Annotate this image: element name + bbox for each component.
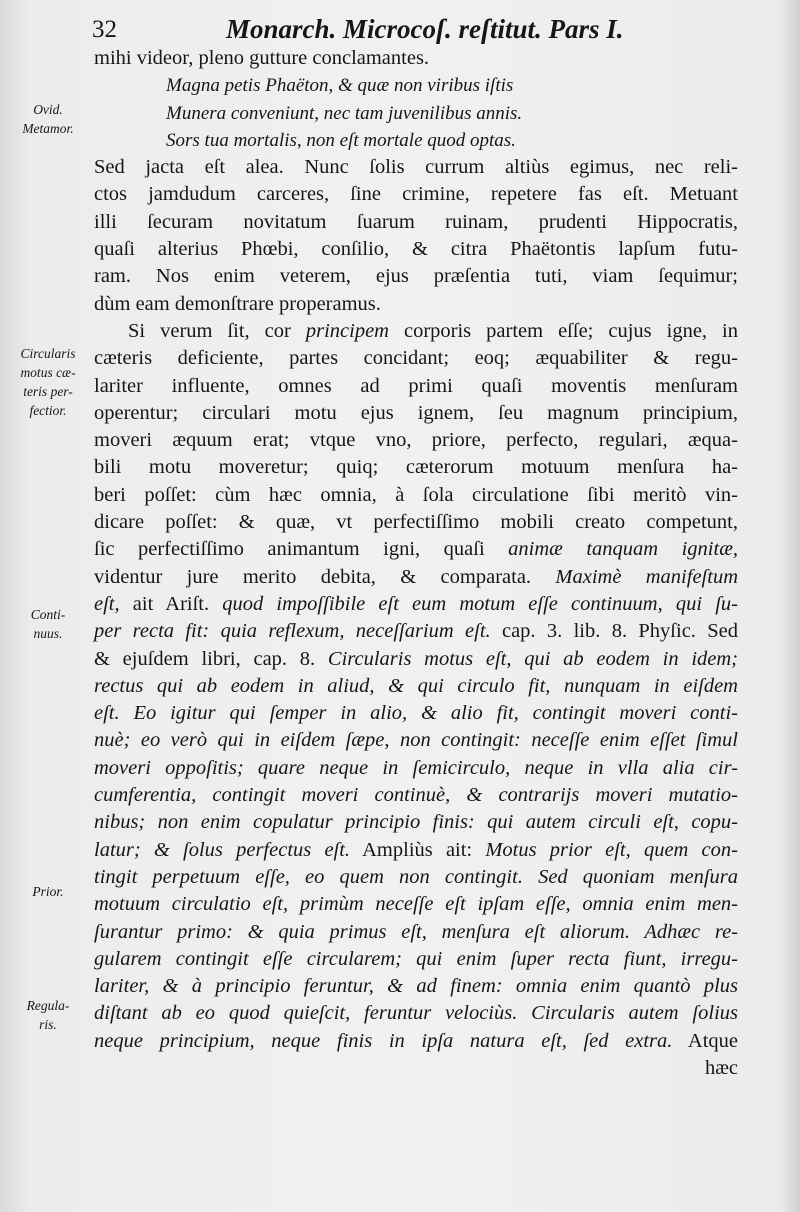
text-line: per recta fit: quia reflexum, neceſſarium eſt. cap. 3. lib. 8. Phyſic. Sed (94, 620, 738, 643)
margin-note-ovid: Ovid. Metamor. (22, 102, 74, 136)
text-line: motuum circulatio eſt, primùm neceſſe eſt ipſam eſſe, omnia enim men- (94, 893, 738, 916)
text-line: nibus; non enim copulatur principio finis: qui autem circuli eſt, copu- (94, 811, 738, 834)
text-line: lariter influente, omnes ad primi quaſi moventis menſuram (94, 374, 738, 397)
margin-note-circularis: Circularis motus cæ- teris per- fectior. (20, 346, 76, 418)
text-line: & ejuſdem libri, cap. 8. Circularis motus eſt, qui ab eodem in idem; (94, 647, 738, 670)
text-line: eſt, ait Ariſt. quod impoſſibile eſt eum motum eſſe continuum, qui ſu- (94, 592, 738, 615)
text-line: quaſi alterius Phœbi, conſilio, & citra Phaëtontis lapſum futu- (94, 238, 738, 261)
text-line: ſic perfectiſſimo animantum igni, quaſi animæ tanquam ignitæ, (94, 538, 738, 561)
verse-line: Munera conveniunt, nec tam juvenilibus annis. (166, 102, 523, 124)
text-line: operentur; circulari motu ejus ignem, ſeu magnum principium, (94, 401, 738, 424)
margin-note-prior: Prior. (32, 884, 64, 899)
verse-line: Magna petis Phaëton, & quæ non viribus iſtis (166, 75, 514, 97)
catchword: hæc (704, 1056, 738, 1079)
margin-note-regularis: Regula- ris. (26, 998, 70, 1032)
body-text (94, 45, 738, 1082)
text-line: illi ſecuram novitatum ſuarum ruinam, prudenti Hippocratis, (94, 210, 738, 233)
text-line: ctos jamdudum carceres, ſine crimine, repetere fas eſt. Metuant (94, 183, 738, 206)
text-line: dicare poſſet: & quæ, vt perfectiſſimo mobili creato competunt, (94, 511, 738, 534)
text-line: Si verum ſit, cor principem corporis partem eſſe; cujus igne, in (128, 319, 738, 342)
text-line: tingit perpetuum eſſe, eo quem non contingit. Sed quoniam menſura (94, 865, 738, 888)
text-line: eſt. Eo igitur qui ſemper in alio, & alio fit, contingit moveri conti- (94, 702, 738, 725)
verse-line: Sors tua mortalis, non eſt mortale quod optas. (166, 129, 516, 151)
text-line: cumferentia, contingit moveri continuè, & contrarijs moveri mutatio- (94, 784, 738, 807)
text-line: ram. Nos enim veterem, ejus præſentia tuti, viam ſequimur; (94, 265, 738, 288)
text-line: moveri æquum erat; vtque vno, priore, perfecto, regulari, æqua- (94, 429, 738, 452)
text-line: neque principium, neque finis in ipſa natura eſt, ſed extra. Atque (94, 1029, 739, 1052)
running-title: Monarch. Microcoſ. reſtitut. Pars I. (226, 14, 624, 44)
text-line: nuè; eo verò qui in eiſdem ſæpe, non contingit: neceſſe enim eſſet ſimul (94, 729, 738, 752)
margin-note-continuus: Conti- nuus. (30, 607, 66, 641)
text-line: videntur jure merito debita, & comparata. Maximè manifeſtum (94, 565, 738, 588)
text-line: bili motu moveretur; quiq; cæterorum motuum menſura ha- (94, 456, 738, 479)
text-line: moveri oppoſitis; quare neque in ſemicirculo, neque in vlla alia cir- (94, 756, 738, 779)
text-line: dùm eam demonſtrare properamus. (94, 292, 381, 315)
text-line: rectus qui ab eodem in aliud, & qui circulo fit, nunquam in eiſdem (94, 674, 738, 697)
text-line: lariter, & à principio feruntur, & ad finem: omnia enim quantò plus (94, 975, 738, 998)
text-line: Sed jacta eſt alea. Nunc ſolis currum altiùs egimus, nec reli- (94, 156, 738, 179)
text-line: diſtant ab eo quod quieſcit, feruntur velociùs. Circularis autem ſolius (94, 1002, 738, 1025)
text-line: mihi videor, pleno gutture conclamantes. (94, 47, 430, 69)
text-line: gularem contingit eſſe circularem; qui enim ſuper recta fiunt, irregu- (94, 947, 738, 970)
text-line: latur; & ſolus perfectus eſt. Ampliùs ait: Motus prior eſt, quem con- (94, 838, 738, 861)
text-line: beri poſſet: cùm hæc omnia, à ſola circulatione ſibi meritò vin- (94, 483, 738, 506)
text-line: cæteris deficiente, partes concidant; eoq; æquabiliter & regu- (94, 347, 738, 370)
page-number: 32 (92, 16, 117, 43)
text-line: ſurantur primo: & quia primus eſt, menſura eſt aliorum. Adhæc re- (94, 920, 738, 943)
